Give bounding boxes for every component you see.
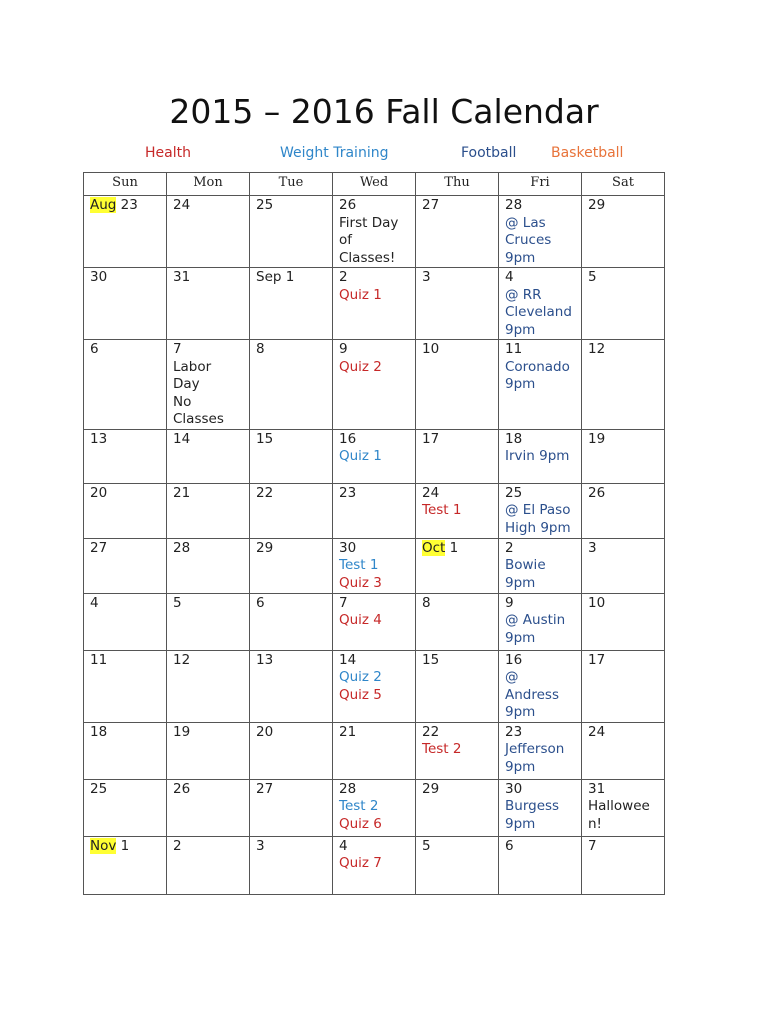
week-row <box>84 483 665 538</box>
day-text: 11 <box>505 341 523 357</box>
day-cell-fri <box>499 593 582 650</box>
week-row <box>84 340 665 430</box>
day-text: 26 <box>339 197 357 213</box>
day-text: n! <box>588 815 602 832</box>
weekday-header-thu: Thu <box>416 173 499 196</box>
day-text: 5 <box>422 837 431 854</box>
day-text: 19 <box>588 430 606 447</box>
day-cell-sat <box>582 593 665 650</box>
day-cell-sun <box>84 779 167 836</box>
event-football: Coronado <box>505 358 570 375</box>
day-cell-wed <box>333 650 416 722</box>
event-football: 9pm <box>505 249 536 266</box>
day-cell-thu <box>416 650 499 722</box>
day-text: 4 <box>90 594 99 611</box>
event-health: Test 2 <box>422 741 462 757</box>
day-text: 2 <box>339 269 348 285</box>
day-cell-wed <box>333 779 416 836</box>
weekday-header-mon: Mon <box>167 173 250 196</box>
day-cell-sat <box>582 196 665 268</box>
event-football: @ Las <box>505 214 546 231</box>
day-text: 31 <box>173 269 191 285</box>
event-football: 9pm <box>505 704 536 720</box>
day-cell-mon <box>167 650 250 722</box>
event-weight: Test 1 <box>339 557 379 573</box>
event-football: Andress <box>505 686 559 703</box>
day-cell-sun <box>84 268 167 340</box>
legend-item-basketball: Basketball <box>551 145 624 161</box>
day-text: Classes <box>173 411 224 427</box>
day-text: 28 <box>505 197 523 213</box>
day-cell-fri <box>499 268 582 340</box>
event-health: Test 1 <box>422 502 462 518</box>
day-text: 11 <box>90 651 108 668</box>
week-row <box>84 268 665 340</box>
day-text: 15 <box>256 430 274 447</box>
day-text: 9 <box>505 594 514 611</box>
event-health: Quiz 6 <box>339 815 382 832</box>
day-text: 17 <box>588 651 606 668</box>
event-football: Cruces <box>505 232 552 248</box>
day-cell-mon <box>167 593 250 650</box>
day-text: 28 <box>173 539 191 556</box>
day-text: 9 <box>339 341 348 357</box>
calendar-table <box>83 172 665 895</box>
day-text: 31 <box>588 780 606 797</box>
day-text: 14 <box>339 651 357 668</box>
legend-item-football: Football <box>461 145 517 161</box>
weekday-header-fri: Fri <box>499 173 582 196</box>
event-health: Quiz 4 <box>339 612 382 628</box>
event-football: High 9pm <box>505 519 571 536</box>
page-title: 2015 – 2016 Fall Calendar <box>169 92 599 131</box>
day-cell-mon <box>167 722 250 779</box>
week-row <box>84 593 665 650</box>
day-text: 4 <box>505 269 514 285</box>
day-text: 10 <box>588 594 606 611</box>
day-cell-wed <box>333 538 416 593</box>
day-text: 24 <box>422 484 440 501</box>
day-cell-tue <box>250 538 333 593</box>
day-text: Day <box>173 376 200 392</box>
day-cell-fri <box>499 483 582 538</box>
day-cell-sat <box>582 836 665 894</box>
weekday-header-sun: Sun <box>84 173 167 196</box>
event-football: Jefferson <box>505 741 565 757</box>
day-cell-sat <box>582 340 665 430</box>
day-cell-tue <box>250 340 333 430</box>
day-text: Aug 23 <box>90 197 138 213</box>
day-text: 19 <box>173 723 191 740</box>
day-cell-fri <box>499 340 582 430</box>
day-cell-sun <box>84 836 167 894</box>
day-cell-tue <box>250 836 333 894</box>
day-text: 18 <box>505 430 523 447</box>
day-text: 27 <box>422 197 440 213</box>
event-football: 9pm <box>505 574 536 591</box>
day-text: 6 <box>90 341 99 357</box>
day-cell-tue <box>250 722 333 779</box>
legend-item-weight-training: Weight Training <box>280 145 389 161</box>
event-football: @ <box>505 669 519 685</box>
day-cell-mon <box>167 429 250 483</box>
day-text: 6 <box>505 837 514 854</box>
day-text: 12 <box>173 651 191 668</box>
day-cell-tue <box>250 429 333 483</box>
day-text: Nov 1 <box>90 837 130 854</box>
event-football: 9pm <box>505 815 536 832</box>
day-text: 7 <box>339 594 348 611</box>
day-cell-thu <box>416 722 499 779</box>
week-row <box>84 722 665 779</box>
event-health: Quiz 7 <box>339 855 382 871</box>
day-text: 26 <box>173 780 191 797</box>
event-weight: Quiz 2 <box>339 669 382 685</box>
day-cell-wed <box>333 196 416 268</box>
day-cell-tue <box>250 268 333 340</box>
day-cell-thu <box>416 836 499 894</box>
day-cell-sat <box>582 538 665 593</box>
day-text: of <box>339 232 353 248</box>
week-row <box>84 429 665 483</box>
weekday-header-wed: Wed <box>333 173 416 196</box>
day-cell-thu <box>416 538 499 593</box>
day-cell-tue <box>250 650 333 722</box>
day-cell-thu <box>416 483 499 538</box>
event-football: Irvin 9pm <box>505 448 570 464</box>
day-text: 22 <box>256 484 274 501</box>
day-text: 28 <box>339 780 357 797</box>
event-health: Quiz 2 <box>339 358 382 375</box>
day-text: 17 <box>422 430 440 447</box>
day-text: 29 <box>588 197 606 213</box>
day-text: 12 <box>588 341 606 357</box>
day-cell-mon <box>167 196 250 268</box>
day-cell-sun <box>84 483 167 538</box>
day-text: 5 <box>173 594 182 611</box>
day-text: 30 <box>339 539 357 556</box>
event-health: Quiz 3 <box>339 574 382 591</box>
day-text: 20 <box>90 484 108 501</box>
day-text: 29 <box>256 539 274 556</box>
day-cell-sat <box>582 268 665 340</box>
weekday-header-sat: Sat <box>582 173 665 196</box>
day-cell-sun <box>84 722 167 779</box>
event-football: Bowie <box>505 557 546 573</box>
day-text: 18 <box>90 723 108 740</box>
day-text: Classes! <box>339 249 396 266</box>
day-text: 16 <box>505 651 523 668</box>
day-cell-fri <box>499 650 582 722</box>
event-football: @ Austin <box>505 612 566 628</box>
day-text: 21 <box>339 723 357 740</box>
calendar-body <box>84 196 665 895</box>
day-text: 2 <box>505 539 514 556</box>
event-weight: Test 2 <box>339 798 379 814</box>
legend-item-health: Health <box>145 145 191 161</box>
day-cell-mon <box>167 538 250 593</box>
day-text: 6 <box>256 594 265 611</box>
event-football: Cleveland <box>505 304 572 320</box>
day-cell-mon <box>167 268 250 340</box>
day-text: 16 <box>339 430 357 447</box>
day-cell-fri <box>499 429 582 483</box>
day-text: 8 <box>256 341 265 357</box>
day-text: 5 <box>588 269 597 285</box>
day-cell-fri <box>499 196 582 268</box>
event-football: 9pm <box>505 629 536 646</box>
day-cell-wed <box>333 722 416 779</box>
day-text: 15 <box>422 651 440 668</box>
day-cell-tue <box>250 483 333 538</box>
day-text: Hallowee <box>588 798 650 814</box>
day-cell-fri <box>499 779 582 836</box>
day-text: 3 <box>256 837 265 854</box>
day-cell-thu <box>416 268 499 340</box>
day-text: 8 <box>422 594 431 611</box>
day-cell-wed <box>333 429 416 483</box>
event-health: Quiz 1 <box>339 286 382 303</box>
day-text: 24 <box>588 723 606 740</box>
weekday-header-tue: Tue <box>250 173 333 196</box>
day-text: 27 <box>256 780 274 797</box>
day-text: 30 <box>90 269 108 285</box>
day-cell-sat <box>582 429 665 483</box>
day-text: First Day <box>339 214 399 231</box>
month-highlight: Aug <box>90 197 117 213</box>
day-text: 7 <box>588 837 597 854</box>
day-cell-fri <box>499 538 582 593</box>
day-text: 24 <box>173 197 191 213</box>
day-cell-mon <box>167 836 250 894</box>
day-cell-sun <box>84 340 167 430</box>
day-cell-sat <box>582 483 665 538</box>
day-cell-wed <box>333 268 416 340</box>
event-health: Quiz 5 <box>339 686 382 703</box>
week-row <box>84 196 665 268</box>
day-cell-thu <box>416 340 499 430</box>
day-cell-sat <box>582 779 665 836</box>
week-row <box>84 538 665 593</box>
day-cell-thu <box>416 429 499 483</box>
month-highlight: Nov <box>90 837 117 854</box>
week-row <box>84 779 665 836</box>
day-cell-mon <box>167 340 250 430</box>
day-text: 27 <box>90 539 108 556</box>
event-football: 9pm <box>505 376 536 392</box>
day-cell-wed <box>333 593 416 650</box>
day-text: 13 <box>256 651 274 668</box>
event-football: Burgess <box>505 798 560 814</box>
day-text: 7 <box>173 341 182 357</box>
day-cell-sun <box>84 650 167 722</box>
day-text: 25 <box>505 484 523 501</box>
event-football: 9pm <box>505 321 536 338</box>
day-text: 3 <box>422 269 431 285</box>
day-text: 26 <box>588 484 606 501</box>
day-text: 22 <box>422 723 440 740</box>
event-football: 9pm <box>505 758 536 775</box>
week-row <box>84 836 665 894</box>
day-cell-sat <box>582 650 665 722</box>
day-text: 23 <box>505 723 523 740</box>
day-cell-thu <box>416 196 499 268</box>
event-football: @ El Paso <box>505 502 571 518</box>
day-text: Sep 1 <box>256 269 295 285</box>
day-text: 13 <box>90 430 108 447</box>
day-text: 20 <box>256 723 274 740</box>
day-cell-tue <box>250 593 333 650</box>
day-cell-mon <box>167 779 250 836</box>
day-text: No <box>173 393 192 410</box>
day-text: Labor <box>173 358 212 375</box>
day-text: 2 <box>173 837 182 854</box>
day-cell-mon <box>167 483 250 538</box>
day-cell-wed <box>333 483 416 538</box>
day-text: 10 <box>422 341 440 357</box>
day-text: 3 <box>588 539 597 556</box>
day-text: 23 <box>339 484 357 501</box>
day-cell-sun <box>84 593 167 650</box>
day-cell-wed <box>333 340 416 430</box>
day-cell-wed <box>333 836 416 894</box>
day-cell-sun <box>84 538 167 593</box>
week-row <box>84 650 665 722</box>
day-cell-thu <box>416 779 499 836</box>
day-text: 14 <box>173 430 191 447</box>
day-text: 30 <box>505 780 523 797</box>
day-cell-sun <box>84 429 167 483</box>
day-text: 21 <box>173 484 191 501</box>
day-cell-fri <box>499 722 582 779</box>
day-cell-sun <box>84 196 167 268</box>
weekday-header-row <box>84 173 665 196</box>
day-cell-sat <box>582 722 665 779</box>
day-text: Oct 1 <box>422 539 459 556</box>
day-text: 29 <box>422 780 440 797</box>
month-highlight: Oct <box>422 539 446 556</box>
day-text: 4 <box>339 837 348 854</box>
event-weight: Quiz 1 <box>339 448 382 464</box>
day-cell-tue <box>250 196 333 268</box>
day-cell-fri <box>499 836 582 894</box>
day-text: 25 <box>256 197 274 213</box>
day-cell-thu <box>416 593 499 650</box>
event-football: @ RR <box>505 286 542 303</box>
day-cell-tue <box>250 779 333 836</box>
day-text: 25 <box>90 780 108 797</box>
